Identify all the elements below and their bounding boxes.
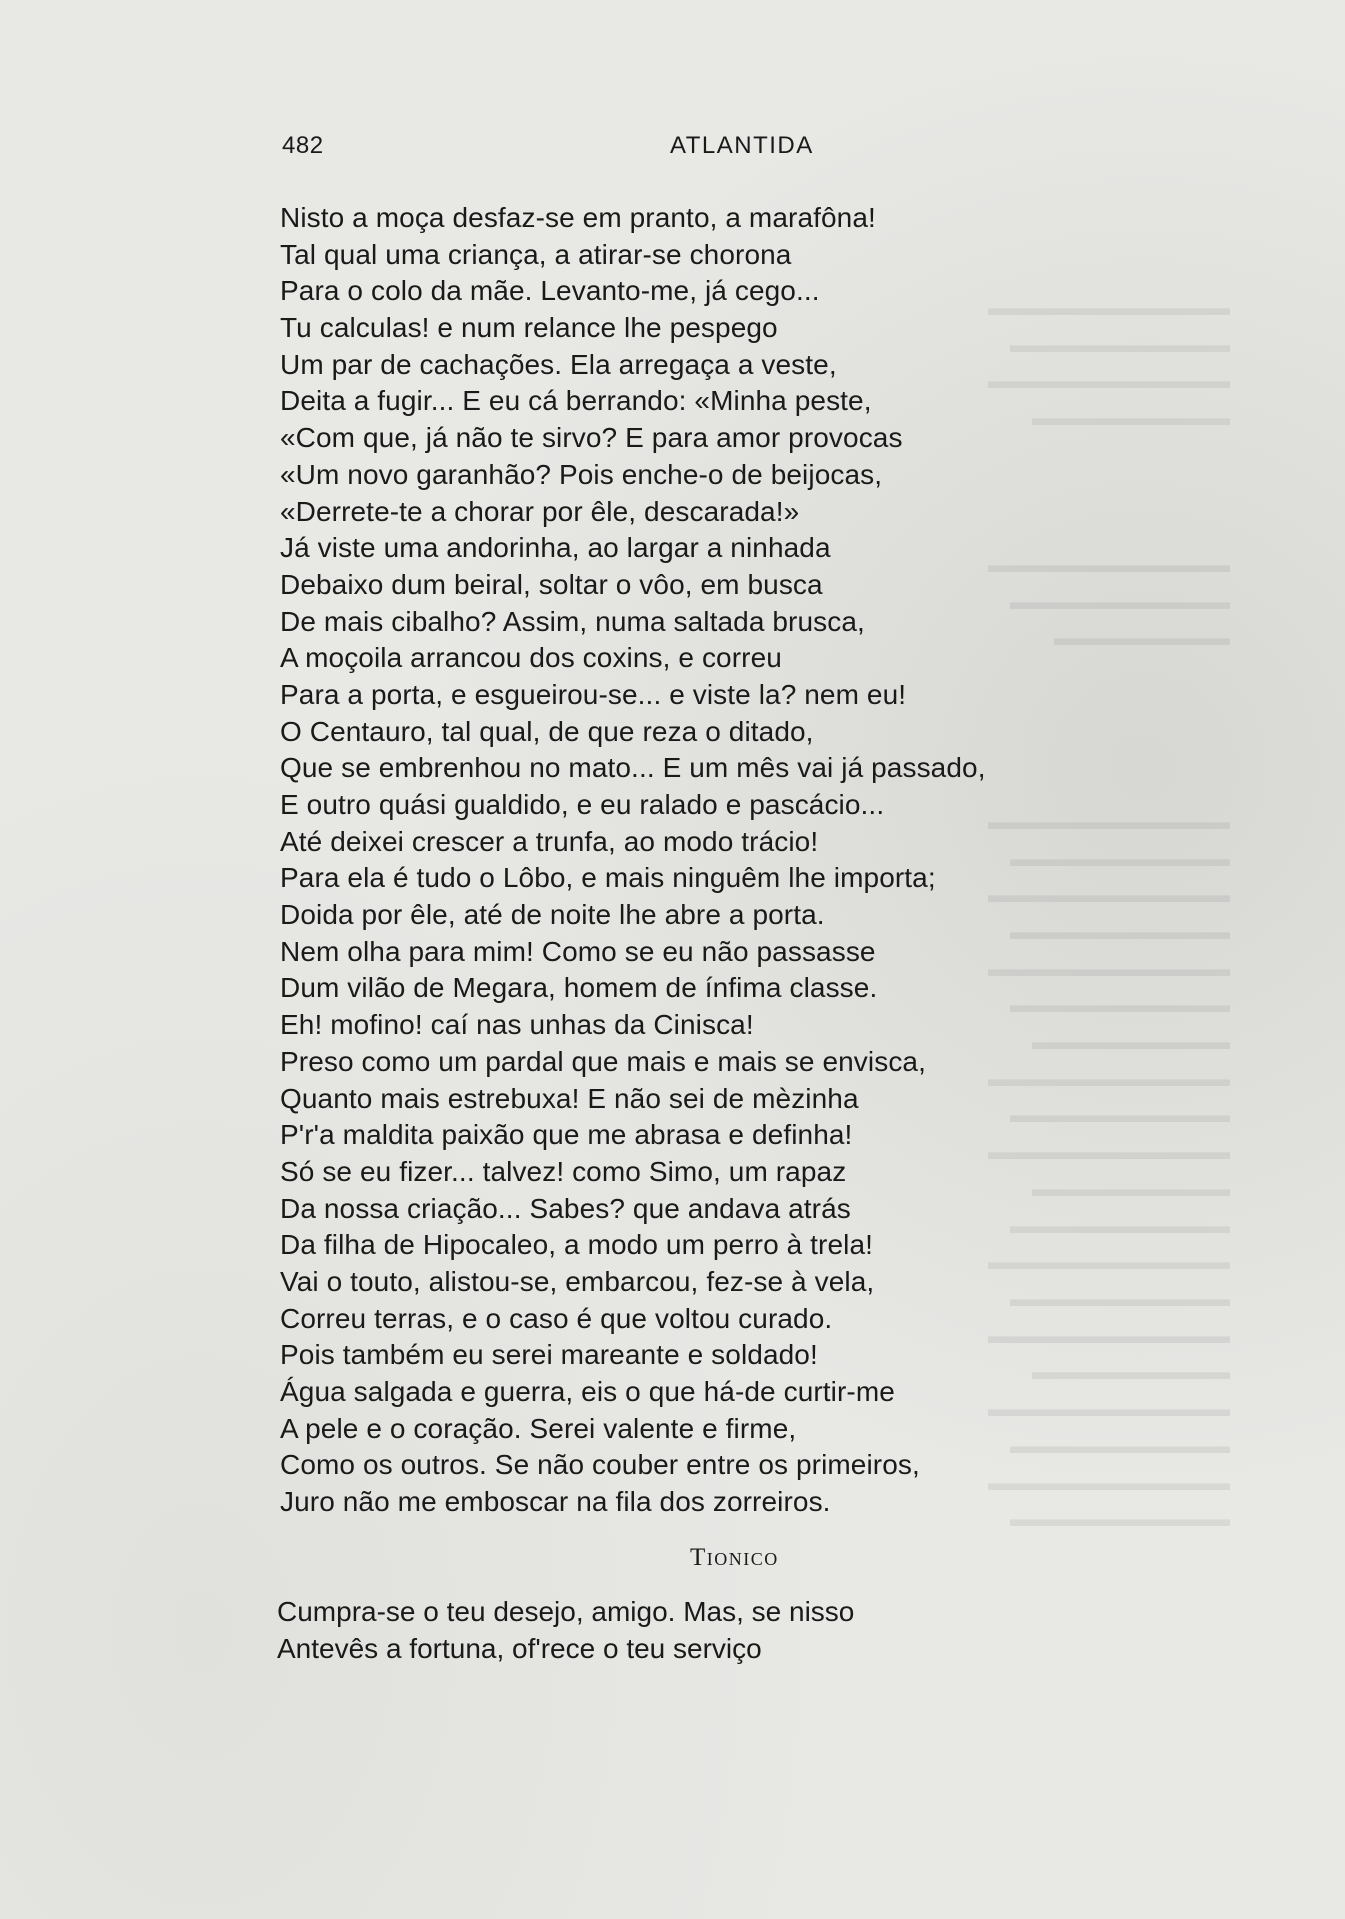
verse-line: P'r'a maldita paixão que me abrasa e definha! bbox=[280, 1119, 853, 1151]
verse-line: Até deixei crescer a trunfa, ao modo trácio! bbox=[280, 825, 819, 857]
verse-line: Eh! mofino! caí nas unhas da Cinisca! bbox=[280, 1009, 754, 1041]
running-title: ATLANTIDA bbox=[670, 132, 814, 159]
verse-line: Só se eu fizer... talvez! como Simo, um rapaz bbox=[280, 1155, 847, 1187]
verse-line: Tu calculas! e num relance lhe pespego bbox=[280, 312, 778, 344]
verse-line: A pele e o coração. Serei valente e firme, bbox=[280, 1412, 797, 1444]
verse-line: Antevês a fortuna, of'rece o teu serviço bbox=[277, 1632, 762, 1664]
verse-line: Para ela é tudo o Lôbo, e mais ninguêm lhe importa; bbox=[280, 862, 936, 894]
page-header bbox=[282, 132, 1052, 168]
poem-verse-block bbox=[280, 200, 1080, 1521]
verse-line: Que se embrenhou no mato... E um mês vai já passado, bbox=[280, 752, 986, 784]
verse-line: Deita a fugir... E eu cá berrando: «Minha peste, bbox=[280, 385, 872, 417]
verse-line: Tal qual uma criança, a atirar-se chorona bbox=[280, 238, 792, 270]
verse-line: A moçoila arrancou dos coxins, e correu bbox=[280, 642, 782, 674]
verse-line: E outro quási gualdido, e eu ralado e pascácio... bbox=[280, 789, 885, 820]
verse-line: Água salgada e guerra, eis o que há-de curtir-me bbox=[280, 1376, 895, 1407]
verse-line: Cumpra-se o teu desejo, amigo. Mas, se nisso bbox=[277, 1596, 855, 1627]
verse-line: Pois também eu serei mareante e soldado! bbox=[280, 1339, 818, 1371]
verse-line: Para o colo da mãe. Levanto-me, já cego... bbox=[280, 275, 820, 307]
verse-line: Já viste uma andorinha, ao largar a ninhada bbox=[280, 532, 831, 564]
verse-line: Nem olha para mim! Como se eu não passasse bbox=[280, 935, 876, 967]
verse-line: Doida por êle, até de noite lhe abre a porta. bbox=[280, 899, 825, 931]
verse-line: Quanto mais estrebuxa! E não sei de mèzinha bbox=[280, 1082, 859, 1114]
verse-line: Debaixo dum beiral, soltar o vôo, em busca bbox=[280, 568, 823, 600]
verse-line: Da filha de Hipocaleo, a modo um perro à trela! bbox=[280, 1229, 874, 1261]
verse-line: Dum vilão de Megara, homem de ínfima classe. bbox=[280, 972, 878, 1004]
verse-line: Da nossa criação... Sabes? que andava atrás bbox=[280, 1192, 851, 1224]
verse-line: «Com que, já não te sirvo? E para amor provocas bbox=[280, 422, 903, 454]
speaker-name: Tionico bbox=[690, 1544, 779, 1571]
show-through-texture: ▬▬▬▬▬▬▬▬▬▬▬ ▬▬▬▬▬▬▬▬▬▬ ▬▬▬▬▬▬▬▬▬▬▬ ▬▬▬▬▬▬▬▬▬ ▬▬▬▬▬▬▬▬▬▬▬ ▬▬▬▬▬▬▬▬▬▬ ▬▬▬▬▬▬▬▬ ▬▬▬▬▬▬▬▬▬▬▬ ▬▬▬▬▬▬▬▬▬▬ ▬▬▬▬▬▬▬▬▬▬▬ ▬▬▬▬▬▬▬▬▬▬ ▬▬▬▬▬▬▬▬▬▬▬ ▬▬▬▬▬▬▬▬▬▬ ▬▬▬▬▬▬▬▬▬ ▬▬▬▬▬▬▬▬▬▬▬ ▬▬▬▬▬▬▬▬▬▬ ▬▬▬▬▬▬▬▬▬▬▬ ▬▬▬▬▬▬▬▬▬ ▬▬▬▬▬▬▬▬▬▬ ▬▬▬▬▬▬▬▬▬▬▬ ▬▬▬▬▬▬▬▬▬▬ ▬▬▬▬▬▬▬▬▬▬▬ ▬▬▬▬▬▬▬▬▬ ▬▬▬▬▬▬▬▬▬▬▬ ▬▬▬▬▬▬▬▬▬▬ ▬▬▬▬▬▬▬▬▬▬▬ ▬▬▬▬▬▬▬▬▬▬ bbox=[988, 295, 1230, 1532]
page-number: 482 bbox=[282, 132, 324, 159]
verse-line: Vai o touto, alistou-se, embarcou, fez-se à vela, bbox=[280, 1265, 875, 1297]
verse-line: «Um novo garanhão? Pois enche-o de beijocas, bbox=[280, 458, 883, 490]
verse-line: Um par de cachações. Ela arregaça a veste, bbox=[280, 348, 837, 380]
verse-line: O Centauro, tal qual, de que reza o ditado, bbox=[280, 715, 814, 747]
verse-line: Preso como um pardal que mais e mais se envisca, bbox=[280, 1045, 926, 1077]
verse-line: Juro não me emboscar na fila dos zorreiros. bbox=[280, 1486, 831, 1518]
verse-line: «Derrete-te a chorar por êle, descarada!» bbox=[280, 495, 800, 527]
verse-line: De mais cibalho? Assim, numa saltada brusca, bbox=[280, 605, 865, 637]
verse-line: Correu terras, e o caso é que voltou curado. bbox=[280, 1302, 833, 1334]
speaker-verse-block bbox=[277, 1594, 1077, 1667]
verse-line: Para a porta, e esgueirou-se... e viste la? nem eu! bbox=[280, 678, 907, 710]
verse-line: Como os outros. Se não couber entre os primeiros, bbox=[280, 1449, 920, 1481]
verse-line: Nisto a moça desfaz-se em pranto, a marafôna! bbox=[280, 202, 876, 233]
